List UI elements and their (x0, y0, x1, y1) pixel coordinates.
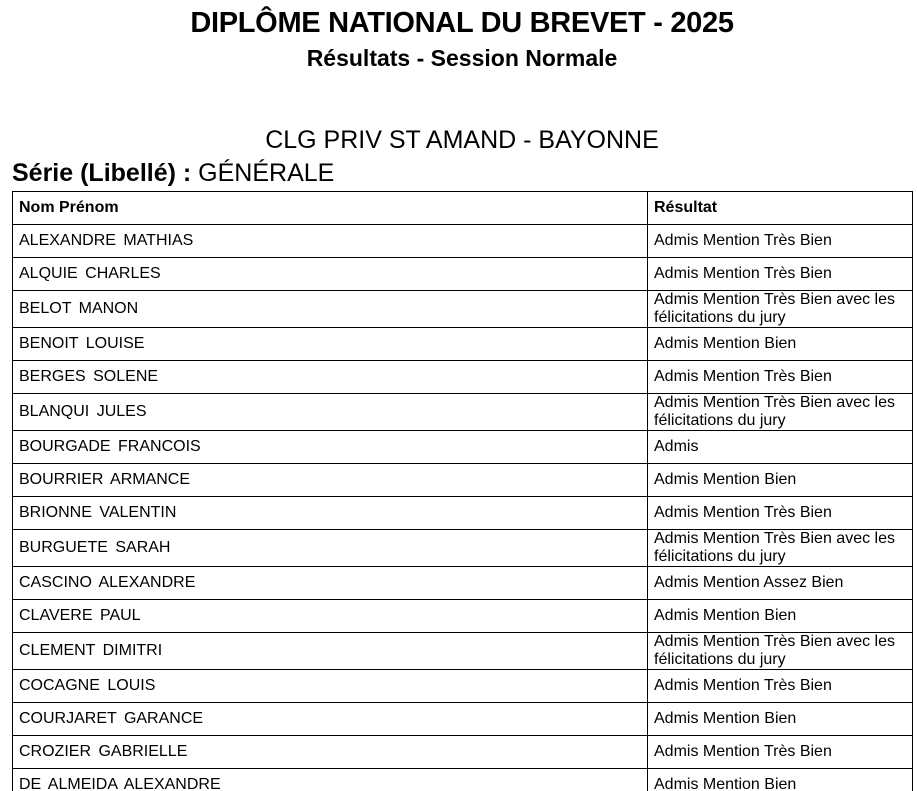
table-row (13, 600, 913, 633)
student-result: Admis Mention Bien (648, 703, 913, 736)
student-result: Admis Mention Bien (648, 600, 913, 633)
student-name: COURJARET GARANCE (13, 703, 648, 736)
serie-value: GÉNÉRALE (198, 159, 335, 187)
student-result: Admis Mention Très Bien avec les félicitations du jury (648, 633, 913, 670)
student-result: Admis Mention Très Bien (648, 497, 913, 530)
table-row (13, 258, 913, 291)
student-name: BOURRIER ARMANCE (13, 464, 648, 497)
page-subtitle: Résultats - Session Normale (306, 45, 618, 71)
student-name: DE ALMEIDA ALEXANDRE (13, 769, 648, 791)
student-result: Admis Mention Très Bien (648, 225, 913, 258)
student-name: ALEXANDRE MATHIAS (13, 225, 648, 258)
student-name: CLEMENT DIMITRI (13, 633, 648, 670)
student-result: Admis Mention Très Bien (648, 670, 913, 703)
table-row (13, 497, 913, 530)
table-row (13, 328, 913, 361)
results-table (12, 191, 913, 791)
table-row (13, 633, 913, 670)
page-title: DIPLÔME NATIONAL DU BREVET - 2025 (190, 7, 734, 39)
student-name: COCAGNE LOUIS (13, 670, 648, 703)
student-result: Admis Mention Bien (648, 769, 913, 791)
student-name: CASCINO ALEXANDRE (13, 567, 648, 600)
results-body (13, 225, 913, 791)
student-name: BELOT MANON (13, 291, 648, 328)
student-result: Admis Mention Très Bien avec les félicitations du jury (648, 394, 913, 431)
student-result: Admis Mention Très Bien avec les félicitations du jury (648, 291, 913, 328)
table-header-row (13, 192, 913, 225)
table-row (13, 431, 913, 464)
student-name: BOURGADE FRANCOIS (13, 431, 648, 464)
student-result: Admis Mention Très Bien (648, 361, 913, 394)
student-name: BRIONNE VALENTIN (13, 497, 648, 530)
school-name: CLG PRIV ST AMAND - BAYONNE (265, 126, 659, 154)
student-name: ALQUIE CHARLES (13, 258, 648, 291)
student-name: BENOIT LOUISE (13, 328, 648, 361)
student-result: Admis Mention Assez Bien (648, 567, 913, 600)
student-result: Admis Mention Très Bien avec les félicitations du jury (648, 530, 913, 567)
serie-label: Série (Libellé) : (12, 159, 192, 187)
table-row (13, 291, 913, 328)
table-row (13, 769, 913, 791)
student-result: Admis Mention Bien (648, 328, 913, 361)
student-name: BERGES SOLENE (13, 361, 648, 394)
student-name: BURGUETE SARAH (13, 530, 648, 567)
table-row (13, 703, 913, 736)
table-row (13, 530, 913, 567)
table-row (13, 225, 913, 258)
table-row (13, 670, 913, 703)
student-result: Admis (648, 431, 913, 464)
student-result: Admis Mention Bien (648, 464, 913, 497)
student-name: CROZIER GABRIELLE (13, 736, 648, 769)
table-row (13, 736, 913, 769)
column-header-name: Nom Prénom (13, 192, 648, 225)
table-row (13, 567, 913, 600)
table-row (13, 394, 913, 431)
student-name: CLAVERE PAUL (13, 600, 648, 633)
student-result: Admis Mention Très Bien (648, 736, 913, 769)
student-name: BLANQUI JULES (13, 394, 648, 431)
table-row (13, 464, 913, 497)
table-row (13, 361, 913, 394)
column-header-result: Résultat (648, 192, 913, 225)
student-result: Admis Mention Très Bien (648, 258, 913, 291)
serie-line (12, 158, 334, 188)
